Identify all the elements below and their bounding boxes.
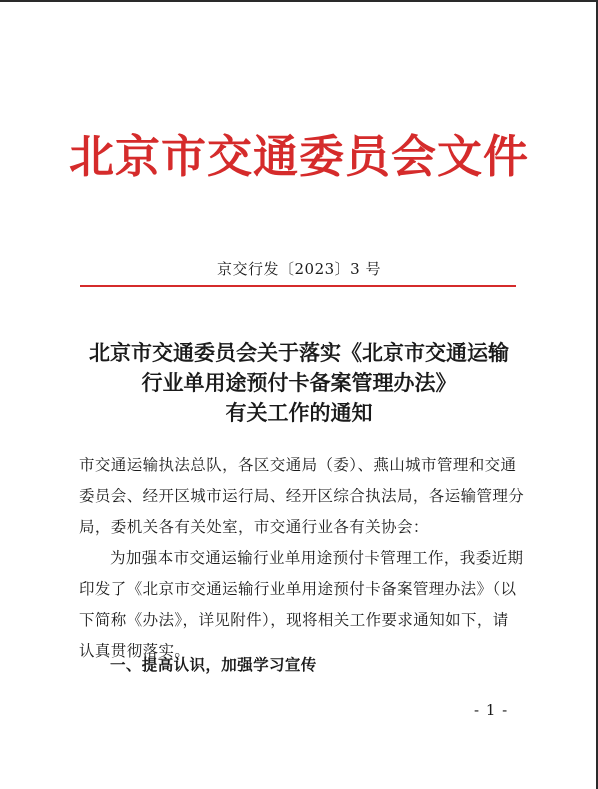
notice-title-line: 有关工作的通知	[225, 400, 373, 425]
notice-title	[0, 338, 598, 428]
paragraph-line: 印发了《北京市交通运输行业单用途预付卡备案管理办法》（以	[79, 580, 517, 598]
recipients-line: 局，委机关各有关处室，市交通行业各有关协会：	[79, 518, 429, 536]
recipients-line: 委员会、经开区城市运行局、经开区综合执法局，各运输管理分	[79, 487, 525, 505]
document-number: 京交行发〔2023〕3 号	[217, 260, 381, 278]
document-header-title: 北京市交通委员会文件	[68, 130, 529, 183]
recipients-line: 市交通运输执法总队，各区交通局（委）、燕山城市管理和交通	[79, 456, 517, 474]
section-heading: 一、提高认识，加强学习宣传	[110, 656, 317, 674]
paragraph-line: 认真贯彻落实。	[79, 642, 191, 660]
page-number: - 1 -	[474, 701, 509, 719]
paragraph-line: 下简称《办法》，详见附件），现将相关工作要求通知如下，请	[79, 611, 509, 629]
page-border-top	[0, 0, 598, 2]
notice-title-line: 行业单用途预付卡备案管理办法》	[141, 370, 457, 395]
paragraph-line: 为加强本市交通运输行业单用途预付卡管理工作，我委近期	[110, 549, 524, 567]
red-divider-line	[80, 285, 516, 287]
notice-title-line: 北京市交通委员会关于落实《北京市交通运输	[89, 340, 509, 365]
recipients-block	[79, 450, 525, 543]
body-paragraph	[79, 543, 525, 667]
